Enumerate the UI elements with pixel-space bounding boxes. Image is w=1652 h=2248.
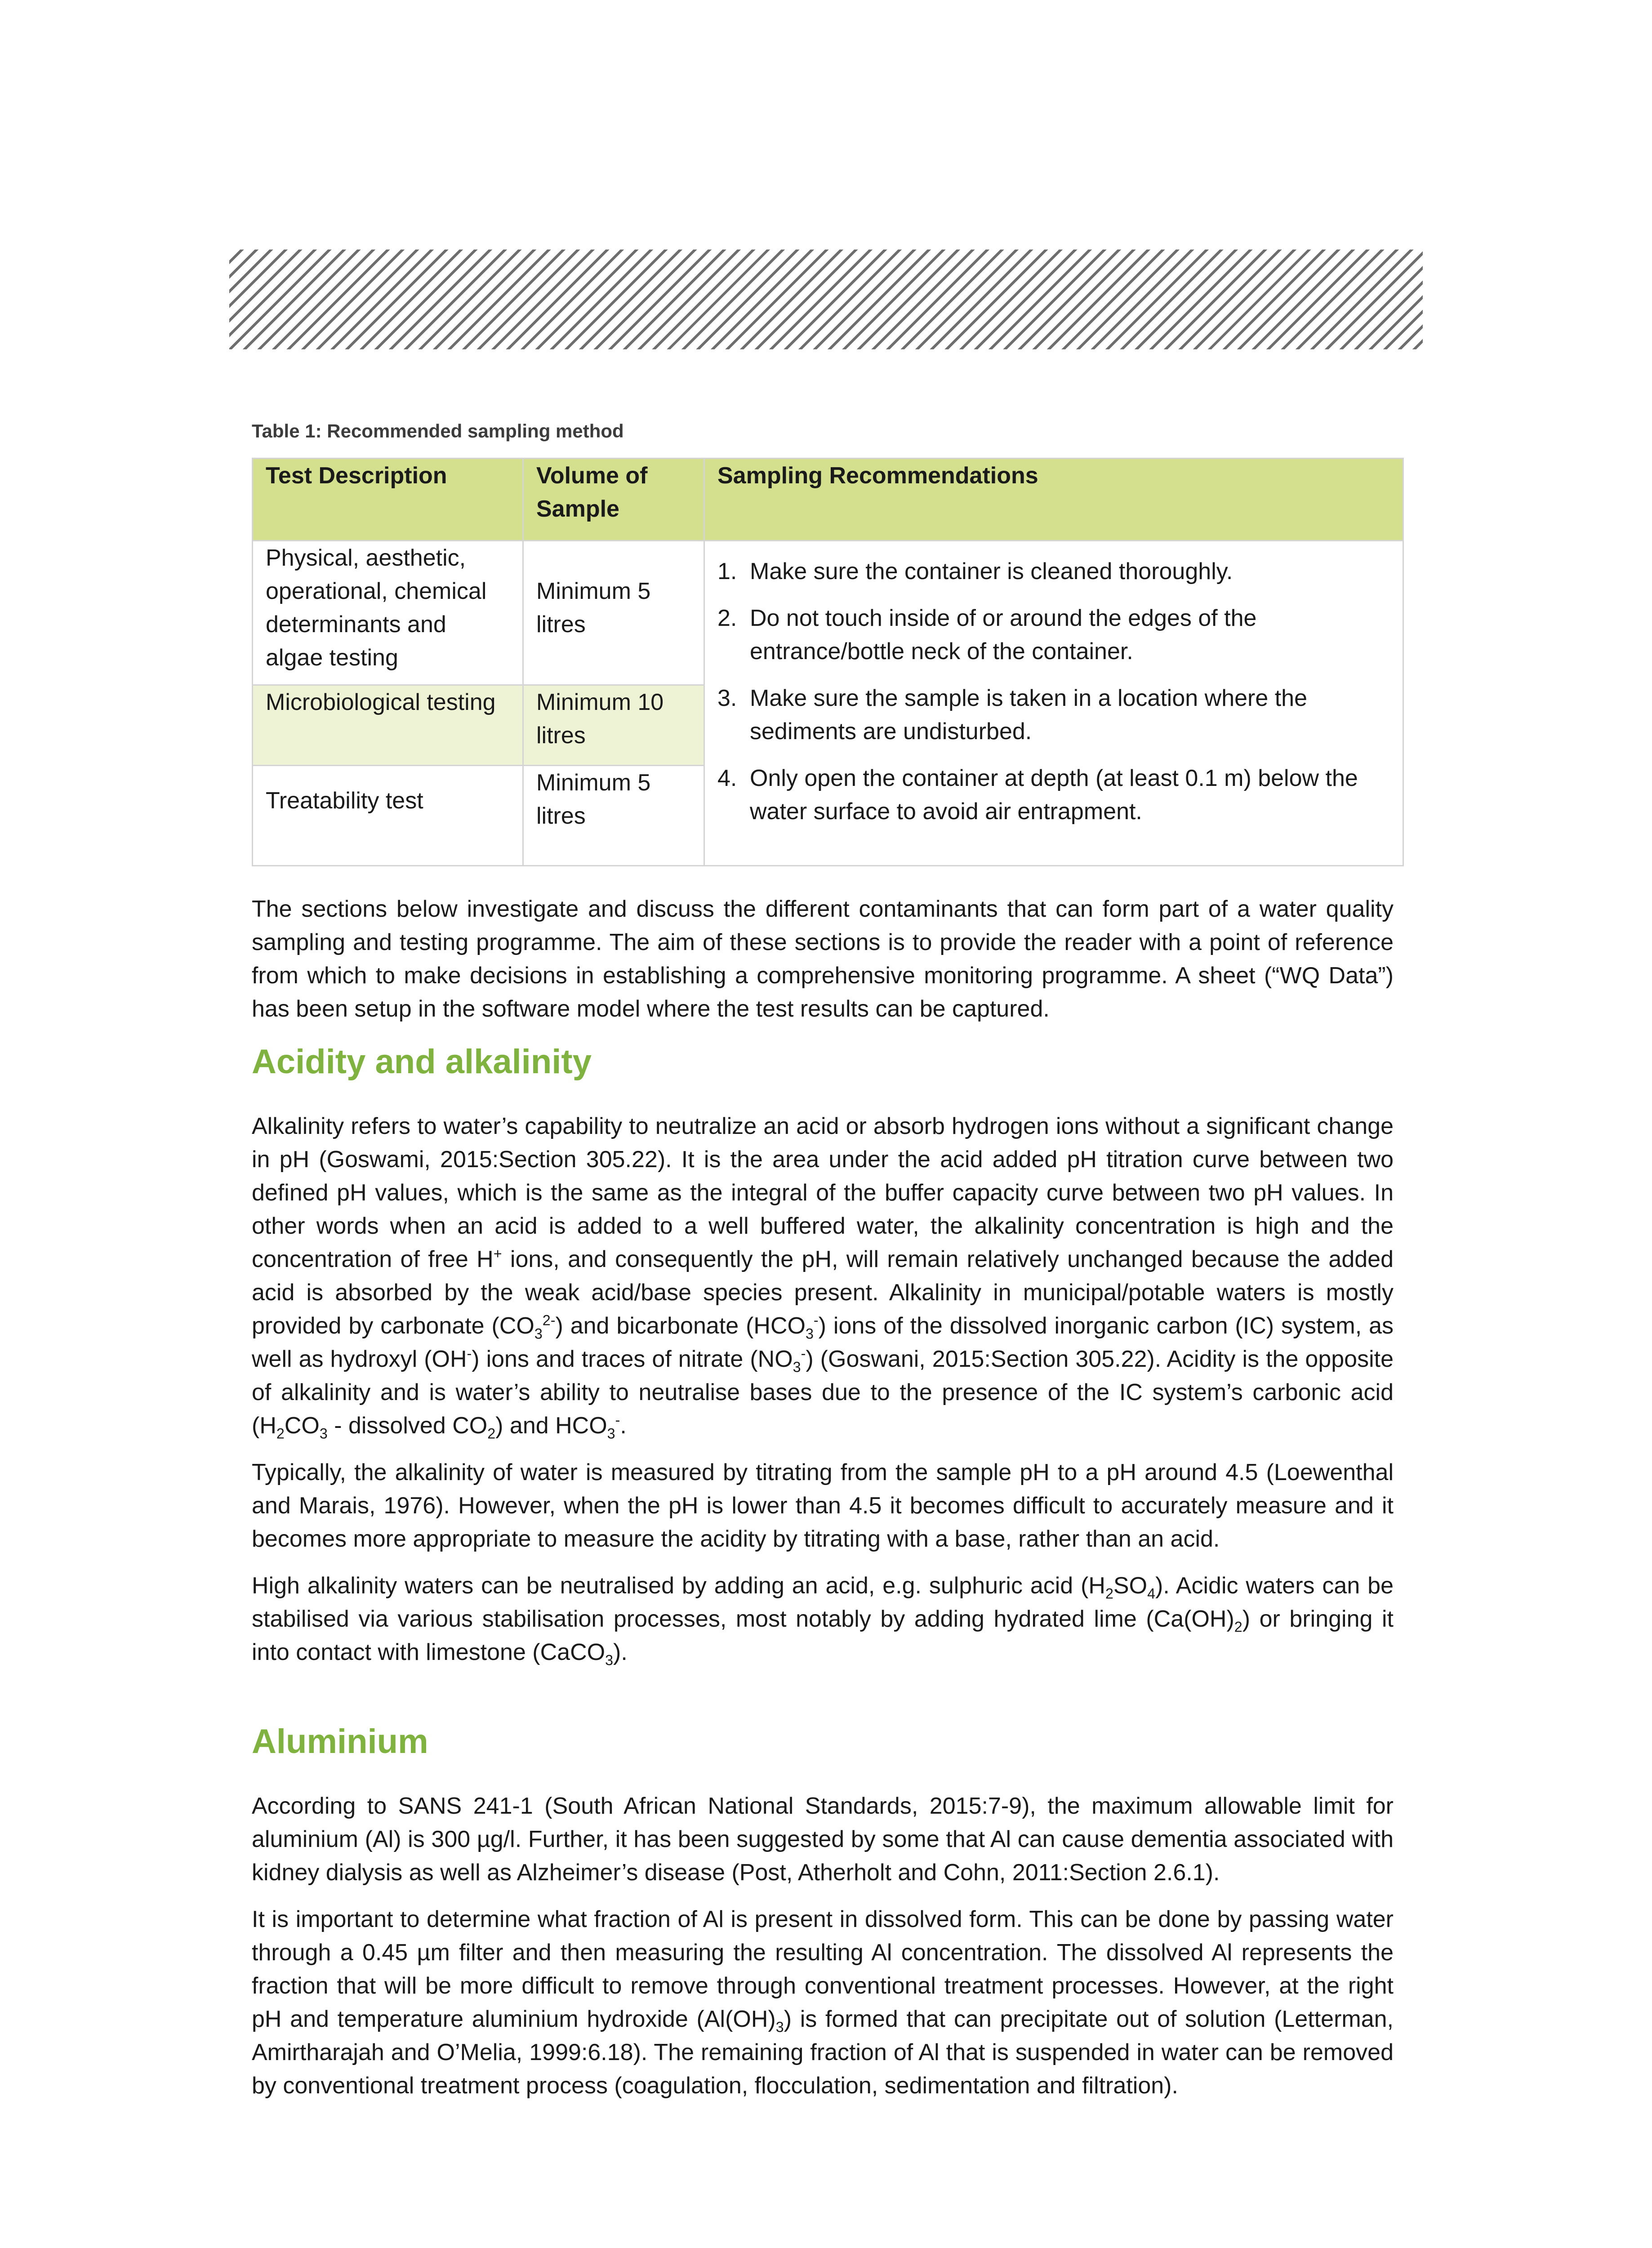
- list-number: 2.: [717, 605, 737, 631]
- cell-volume: Minimum 5 litres: [523, 766, 704, 866]
- list-text: Only open the container at depth (at least 0.1 m) below the water surface to avoid air entrapment.: [750, 765, 1358, 825]
- paragraph: According to SANS 241-1 (South African National Standards, 2015:7-9), the maximum allowable limit for aluminium (Al) is 300 µg/l. Further, it has been suggested by some that Al can cause dementia associated with kidney dialysis as well as Alzheimer’s disease (Post, Atherholt and Cohn, 2011:Section 2.6.1).: [252, 1793, 1394, 1886]
- aluminium-section-body: [252, 1789, 1394, 2116]
- acidity-section-body: [252, 1110, 1394, 1682]
- recommendations-cell: [704, 541, 1403, 866]
- list-item: [717, 682, 1390, 748]
- list-item: [717, 762, 1390, 828]
- paragraph: It is important to determine what fraction of Al is present in dissolved form. This can be done by passing water through a 0.45 µm filter and then measuring the resulting Al concentration. The dissolved Al represents the fraction that will be more difficult to remove through conventional treatment processes. However, at the right pH and temperature aluminium hydroxide $(Al(OH)_3)$ is formed that can precipitate out of solution (Letterman, Amirtharajah and O’Melia, 1999:6.18). The remaining fraction of Al that is suspended in water can be removed by conventional treatment process (coagulation, flocculation, sedimentation and filtration).: [252, 1906, 1394, 2099]
- header-sampling-recommendations: Sampling Recommendations: [704, 459, 1403, 541]
- table-row: [253, 541, 1403, 685]
- list-item: [717, 602, 1390, 668]
- heading-aluminium: Aluminium: [252, 1722, 428, 1761]
- cell-volume: Minimum 10 litres: [523, 685, 704, 766]
- cell-test: Microbiological testing: [253, 685, 523, 766]
- list-text: Make sure the container is cleaned thoroughly.: [750, 558, 1233, 584]
- header-volume-of-sample: Volume of Sample: [523, 459, 704, 541]
- list-number: 1.: [717, 558, 737, 584]
- cell-test: Physical, aesthetic, operational, chemical determinants and algae testing: [253, 541, 523, 685]
- heading-acidity-alkalinity: Acidity and alkalinity: [252, 1043, 592, 1081]
- list-item: [717, 555, 1390, 588]
- list-text: Make sure the sample is taken in a location where the sediments are undisturbed.: [750, 685, 1308, 745]
- sampling-method-table: [252, 458, 1404, 866]
- intro-paragraph: [252, 892, 1394, 1039]
- table-header-row: [253, 459, 1403, 541]
- intro-text: The sections below investigate and discuss the different contaminants that can form part of a water quality sampling and testing programme. The aim of these sections is to provide the reader with a point of reference from which to make decisions in establishing a comprehensive monitoring programme. A sheet (“WQ Data”) has been setup in the software model where the test results can be captured.: [252, 896, 1394, 1022]
- header-test-description: Test Description: [253, 459, 523, 541]
- list-number: 4.: [717, 765, 737, 791]
- recommendations-list: [717, 555, 1390, 828]
- header-hatch-pattern: [229, 250, 1423, 349]
- paragraph: Alkalinity refers to water’s capability to neutralize an acid or absorb hydrogen ions without a significant change in pH (Goswami, 2015:Section 305.22). It is the area under the acid added pH titration curve between two defined pH values, which is the same as the integral of the buffer capacity curve between two pH values. In other words when an acid is added to a well buffered water, the alkalinity concentration is high and the concentration of free H+ ions, and consequently the pH, will remain relatively unchanged because the added acid is absorbed by the weak acid/base species present. Alkalinity in municipal/potable waters is mostly provided by carbonate $(CO_3^{2-})$ and bicarbonate $(HCO_3^-)$ ions of the dissolved inorganic carbon (IC) system, as well as hydroxyl (OH-) ions and traces of nitrate $(NO_3^-)$ (Goswani, 2015:Section 305.22). Acidity is the opposite of alkalinity and is water’s ability to neutralise bases due to the presence of the IC system’s carbonic acid ($H_2CO_3$ - dissolved $CO_2$) and $HCO_3^-$.: [252, 1113, 1394, 1442]
- paragraph: High alkalinity waters can be neutralised by adding an acid, e.g. sulphuric acid $(H_2SO_4)$. Acidic waters can be stabilised via various stabilisation processes, most notably by adding hydrated lime $(Ca(OH)_2)$ or bringing it into contact with limestone (CaCO$_3$).: [252, 1573, 1394, 1668]
- table-caption: Table 1: Recommended sampling method: [252, 420, 624, 442]
- cell-volume: Minimum 5 litres: [523, 541, 704, 685]
- list-text: Do not touch inside of or around the edges of the entrance/bottle neck of the container.: [750, 605, 1257, 665]
- paragraph: Typically, the alkalinity of water is measured by titrating from the sample pH to a pH around 4.5 (Loewenthal and Marais, 1976). However, when the pH is lower than 4.5 it becomes difficult to accurately measure and it becomes more appropriate to measure the acidity by titrating with a base, rather than an acid.: [252, 1459, 1394, 1552]
- list-number: 3.: [717, 685, 737, 711]
- cell-test: Treatability test: [253, 766, 523, 866]
